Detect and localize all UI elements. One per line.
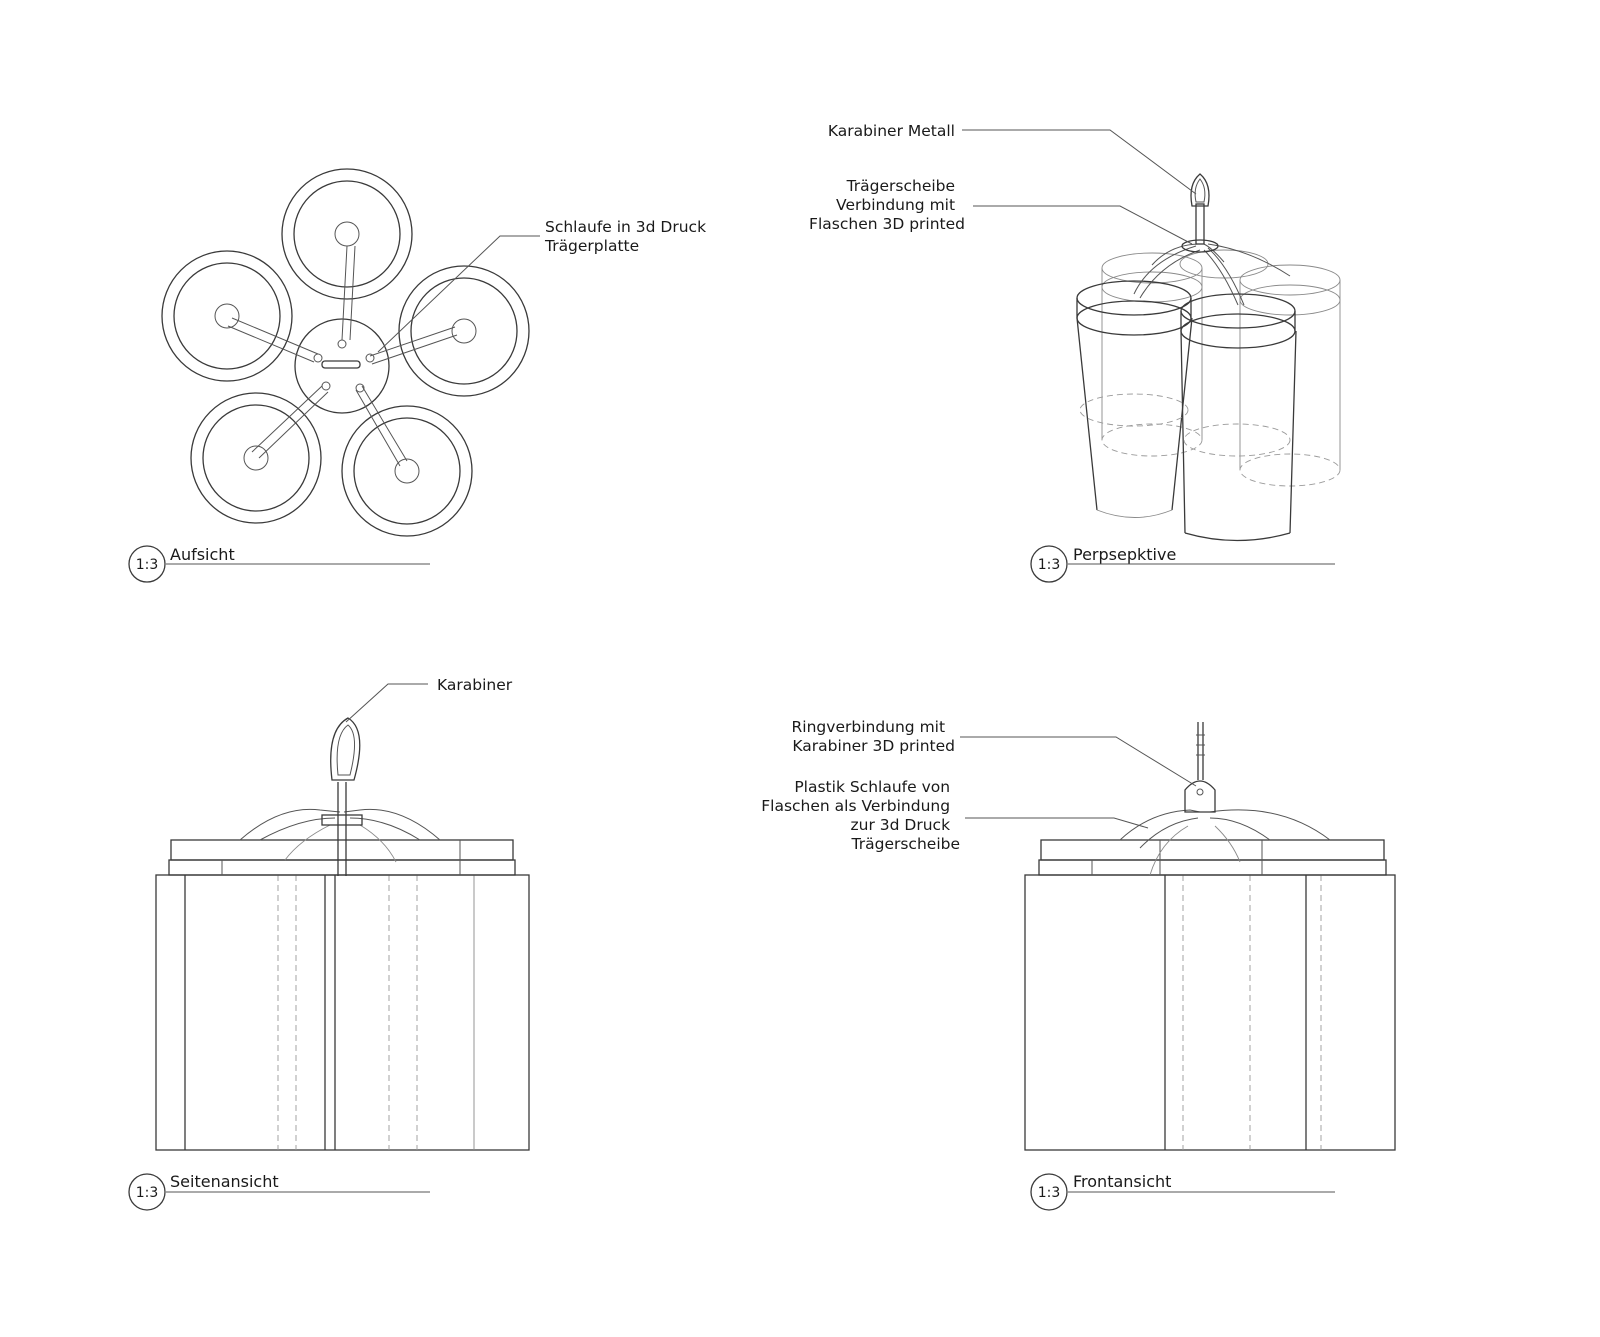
scale-label: 1:3	[1037, 1185, 1061, 1201]
front-view-ring-leader	[960, 737, 1196, 786]
side-view-annotation: Karabiner	[437, 676, 513, 694]
side-view-leader	[346, 684, 428, 722]
view-title-seitenansicht: Seitenansicht	[170, 1172, 279, 1191]
view-title-perspektive: Perpsepktive	[1073, 545, 1177, 564]
perspective-view-drawing	[1077, 174, 1340, 541]
scale-label: 1:3	[1037, 557, 1061, 573]
side-view-drawing	[156, 718, 529, 1150]
top-view-title-block	[129, 545, 430, 582]
scale-label: 1:3	[135, 557, 159, 573]
perspective-plate-leader	[973, 206, 1192, 244]
front-view-annotation-ring: Ringverbindung mit Karabiner 3D printed	[791, 718, 955, 755]
view-title-frontansicht: Frontansicht	[1073, 1172, 1172, 1191]
view-title-aufsicht: Aufsicht	[170, 545, 235, 564]
perspective-view-title-block	[1031, 545, 1335, 582]
side-view-title-block	[129, 1172, 430, 1210]
top-view-leader-line	[378, 236, 540, 352]
scale-label: 1:3	[135, 1185, 159, 1201]
front-view-drawing	[1025, 722, 1395, 1150]
top-view-drawing	[162, 169, 529, 536]
perspective-annotation-plate: Trägerscheibe Verbindung mit Flaschen 3D printed	[809, 177, 965, 233]
front-view-title-block	[1031, 1172, 1335, 1210]
front-view-loop-leader	[965, 818, 1148, 828]
perspective-carabiner-leader	[962, 130, 1196, 194]
perspective-annotation-carabiner: Karabiner Metall	[827, 122, 955, 140]
front-view-annotation-loop: Plastik Schlaufe von Flaschen als Verbindung zur 3d Druck Trägerscheibe	[761, 778, 960, 853]
top-view-annotation: Schlaufe in 3d Druck Trägerplatte	[545, 218, 707, 255]
